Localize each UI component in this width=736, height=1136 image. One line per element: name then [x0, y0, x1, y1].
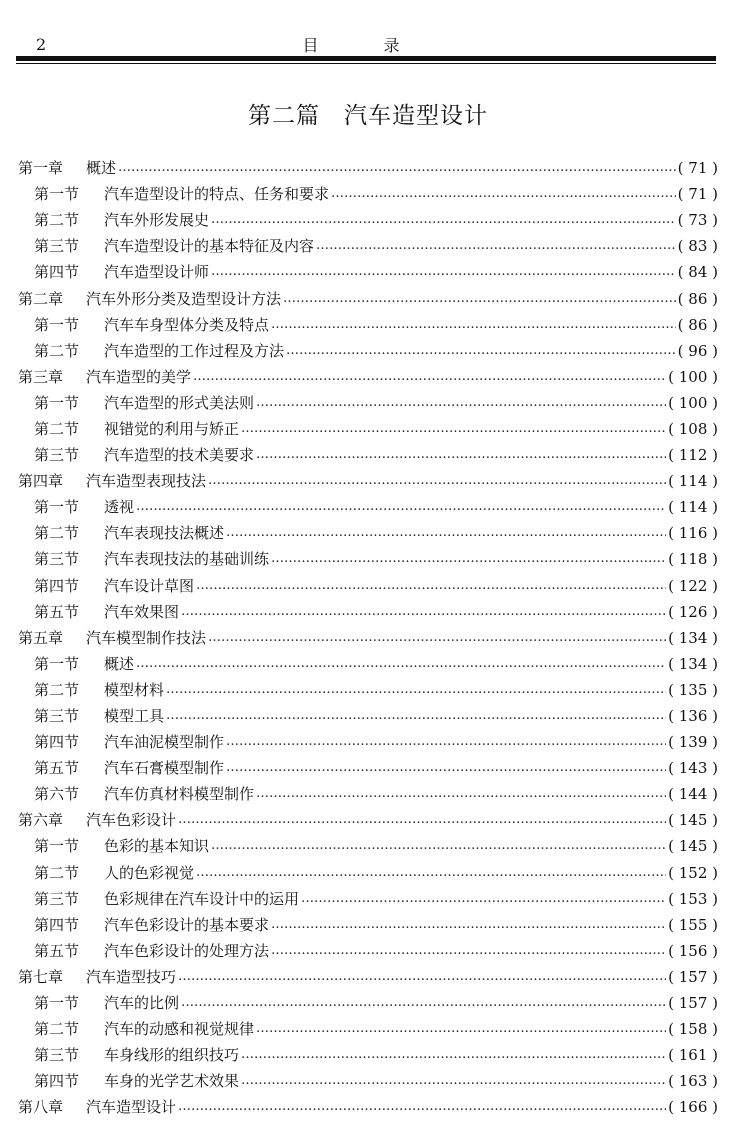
toc-entry-label: 第四节: [34, 263, 80, 282]
toc-entry-title: 汽车造型的形式美法则: [104, 393, 255, 412]
toc-entry-title: 汽车色彩设计的基本要求: [104, 915, 270, 934]
toc-entry-label: 第四节: [34, 1072, 80, 1091]
toc-entry-title: 汽车造型设计的基本特征及内容: [104, 237, 315, 256]
toc-entry-label: 第二节: [34, 341, 80, 360]
toc-section-entry: [18, 651, 718, 677]
toc-entry-page: ( 84 ): [677, 263, 718, 282]
toc-entry-label: 第二节: [34, 419, 80, 438]
toc-entry-page: ( 156 ): [668, 941, 718, 960]
dot-leader: [271, 549, 666, 569]
dot-leader: [256, 393, 666, 413]
toc-section-entry: [18, 1068, 718, 1094]
dot-leader: [211, 210, 676, 230]
toc-entry-page: ( 108 ): [668, 419, 718, 438]
toc-entry-page: ( 114 ): [668, 498, 718, 517]
toc-entry-label: 第三节: [34, 889, 80, 908]
toc-entry-title: 汽车造型的技术美要求: [104, 446, 255, 465]
toc-section-entry: [18, 677, 718, 703]
toc-entry-label: 第二节: [34, 211, 80, 230]
dot-leader: [211, 262, 676, 282]
toc-section-entry: [18, 520, 718, 546]
toc-section-entry: [18, 599, 718, 625]
dot-leader: [226, 732, 666, 752]
toc-entry-title: 汽车设计草图: [104, 576, 195, 595]
toc-entry-title: 汽车造型的美学: [86, 367, 192, 386]
toc-entry-label: 第一节: [34, 315, 80, 334]
dot-leader: [178, 967, 666, 987]
header-rule-thick: [16, 56, 716, 61]
toc-entry-page: ( 163 ): [668, 1072, 718, 1091]
toc-entry-page: ( 116 ): [668, 524, 718, 543]
toc-entry-page: ( 144 ): [668, 785, 718, 804]
toc-entry-title: 视错觉的利用与矫正: [104, 419, 240, 438]
toc-entry-page: ( 157 ): [668, 994, 718, 1013]
toc-entry-label: 第七章: [18, 967, 64, 986]
toc-entry-title: 汽车表现技法概述: [104, 524, 225, 543]
toc-entry-title: 汽车造型技巧: [86, 967, 177, 986]
toc-entry-label: 第三节: [34, 550, 80, 569]
toc-entry-label: 第一节: [34, 994, 80, 1013]
toc-entry-label: 第二节: [34, 1020, 80, 1039]
toc-entry-label: 第一节: [34, 185, 80, 204]
toc-chapter-entry: [18, 1094, 718, 1120]
dot-leader: [178, 810, 666, 830]
dot-leader: [211, 836, 666, 856]
toc-entry-title: 汽车的动感和视觉规律: [104, 1020, 255, 1039]
toc-entry-label: 第一节: [34, 393, 80, 412]
toc-entry-title: 汽车色彩设计: [86, 811, 177, 830]
toc-section-entry: [18, 494, 718, 520]
dot-leader: [196, 863, 666, 883]
toc-entry-label: 第八章: [18, 1098, 64, 1117]
page-number: 2: [36, 35, 47, 54]
toc-section-entry: [18, 833, 718, 859]
toc-entry-title: 人的色彩视觉: [104, 863, 195, 882]
toc-entry-page: ( 155 ): [668, 915, 718, 934]
toc-section-entry: [18, 703, 718, 729]
toc-entry-label: 第五章: [18, 628, 64, 647]
toc-chapter-entry: [18, 285, 718, 311]
dot-leader: [331, 184, 676, 204]
toc-entry-title: 汽车油泥模型制作: [104, 733, 225, 752]
toc-entry-title: 汽车表现技法的基础训练: [104, 550, 270, 569]
toc-entry-title: 模型工具: [104, 707, 165, 726]
toc-entry-page: ( 73 ): [677, 211, 718, 230]
toc-entry-label: 第五节: [34, 602, 80, 621]
toc-entry-page: ( 71 ): [677, 185, 718, 204]
toc-entry-page: ( 118 ): [668, 550, 718, 569]
toc-entry-label: 第四章: [18, 472, 64, 491]
dot-leader: [283, 289, 676, 309]
toc-section-entry: [18, 442, 718, 468]
toc-entry-label: 第一节: [34, 654, 80, 673]
toc-section-entry: [18, 1016, 718, 1042]
dot-leader: [193, 367, 666, 387]
toc-entry-title: 汽车色彩设计的处理方法: [104, 941, 270, 960]
toc-entry-title: 汽车造型表现技法: [86, 472, 207, 491]
toc-entry-title: 汽车石膏模型制作: [104, 759, 225, 778]
toc-section-entry: [18, 390, 718, 416]
dot-leader: [256, 1019, 666, 1039]
toc-entry-title: 汽车车身型体分类及特点: [104, 315, 270, 334]
running-title: 目 录: [302, 36, 430, 55]
toc-entry-label: 第三节: [34, 237, 80, 256]
toc-section-entry: [18, 781, 718, 807]
toc-entry-title: 汽车造型设计: [86, 1098, 177, 1117]
toc-entry-page: ( 100 ): [668, 393, 718, 412]
toc-section-entry: [18, 312, 718, 338]
dot-leader: [286, 341, 676, 361]
dot-leader: [166, 680, 666, 700]
toc-entry-label: 第三章: [18, 367, 64, 386]
toc-section-entry: [18, 729, 718, 755]
toc-entry-page: ( 153 ): [668, 889, 718, 908]
toc-chapter-entry: [18, 964, 718, 990]
toc-entry-title: 概述: [104, 654, 135, 673]
toc-entry-title: 汽车造型设计的特点、任务和要求: [104, 185, 330, 204]
toc-section-entry: [18, 416, 718, 442]
dot-leader: [208, 628, 666, 648]
toc-section-entry: [18, 886, 718, 912]
toc-entry-label: 第三节: [34, 707, 80, 726]
toc-entry-label: 第三节: [34, 1046, 80, 1065]
dot-leader: [271, 315, 676, 335]
toc-entry-label: 第五节: [34, 941, 80, 960]
toc-entry-page: ( 145 ): [668, 837, 718, 856]
header-rule-thin: [16, 63, 716, 64]
toc-entry-title: 色彩规律在汽车设计中的运用: [104, 889, 300, 908]
dot-leader: [256, 784, 666, 804]
dot-leader: [316, 236, 676, 256]
toc-entry-label: 第三节: [34, 446, 80, 465]
dot-leader: [208, 471, 666, 491]
toc-entry-page: ( 157 ): [668, 967, 718, 986]
toc-entry-page: ( 134 ): [668, 628, 718, 647]
dot-leader: [241, 419, 666, 439]
dot-leader: [136, 497, 666, 517]
toc-chapter-entry: [18, 468, 718, 494]
dot-leader: [226, 758, 666, 778]
toc-entry-title: 车身线形的组织技巧: [104, 1046, 240, 1065]
toc-entry-title: 汽车外形发展史: [104, 211, 210, 230]
toc-section-entry: [18, 233, 718, 259]
toc-entry-label: 第一节: [34, 837, 80, 856]
toc-section-entry: [18, 912, 718, 938]
toc-entry-page: ( 143 ): [668, 759, 718, 778]
part-title: 第二篇 汽车造型设计: [248, 103, 488, 129]
dot-leader: [181, 602, 666, 622]
toc-chapter-entry: [18, 625, 718, 651]
toc-entry-page: ( 96 ): [677, 341, 718, 360]
toc-section-entry: [18, 990, 718, 1016]
toc-section-entry: [18, 1042, 718, 1068]
toc-entry-page: ( 114 ): [668, 472, 718, 491]
page-header: [16, 28, 716, 56]
toc-entry-title: 色彩的基本知识: [104, 837, 210, 856]
toc-section-entry: [18, 259, 718, 285]
toc-entry-title: 汽车外形分类及造型设计方法: [86, 289, 282, 308]
toc-entry-title: 汽车造型设计师: [104, 263, 210, 282]
toc-section-entry: [18, 338, 718, 364]
toc-entry-page: ( 145 ): [668, 811, 718, 830]
toc-entry-page: ( 112 ): [668, 446, 718, 465]
toc-entry-page: ( 161 ): [668, 1046, 718, 1065]
toc-entry-page: ( 139 ): [668, 733, 718, 752]
toc-entry-page: ( 158 ): [668, 1020, 718, 1039]
toc-entry-page: ( 122 ): [668, 576, 718, 595]
toc-entry-label: 第四节: [34, 733, 80, 752]
toc-entry-page: ( 166 ): [668, 1098, 718, 1117]
toc-entry-label: 第二节: [34, 680, 80, 699]
toc-entry-label: 第二节: [34, 863, 80, 882]
toc-entry-page: ( 71 ): [677, 159, 718, 178]
toc-section-entry: [18, 207, 718, 233]
dot-leader: [196, 576, 666, 596]
dot-leader: [136, 654, 666, 674]
toc-entry-label: 第一节: [34, 498, 80, 517]
toc-entry-label: 第六节: [34, 785, 80, 804]
toc-entry-page: ( 86 ): [677, 289, 718, 308]
toc-entry-label: 第一章: [18, 159, 64, 178]
toc-entry-label: 第五节: [34, 759, 80, 778]
toc-entry-title: 汽车的比例: [104, 994, 180, 1013]
toc-entry-page: ( 134 ): [668, 654, 718, 673]
dot-leader: [118, 158, 676, 178]
toc-entry-page: ( 86 ): [677, 315, 718, 334]
dot-leader: [241, 1071, 666, 1091]
toc-entry-label: 第二章: [18, 289, 64, 308]
toc-entry-page: ( 136 ): [668, 707, 718, 726]
toc-section-entry: [18, 755, 718, 781]
toc-entry-label: 第六章: [18, 811, 64, 830]
toc-chapter-entry: [18, 807, 718, 833]
toc-chapter-entry: [18, 155, 718, 181]
toc-section-entry: [18, 546, 718, 572]
toc-entry-page: ( 126 ): [668, 602, 718, 621]
toc-entry-label: 第四节: [34, 915, 80, 934]
toc-entry-title: 汽车模型制作技法: [86, 628, 207, 647]
toc-entry-title: 汽车效果图: [104, 602, 180, 621]
toc-section-entry: [18, 860, 718, 886]
toc-entry-label: 第四节: [34, 576, 80, 595]
dot-leader: [271, 915, 666, 935]
toc-entry-page: ( 152 ): [668, 863, 718, 882]
dot-leader: [256, 445, 666, 465]
dot-leader: [301, 889, 666, 909]
toc-entry-title: 概述: [86, 159, 117, 178]
toc-entry-title: 模型材料: [104, 680, 165, 699]
table-of-contents: [18, 155, 718, 1120]
dot-leader: [226, 523, 666, 543]
dot-leader: [166, 706, 666, 726]
toc-entry-title: 车身的光学艺术效果: [104, 1072, 240, 1091]
dot-leader: [271, 941, 666, 961]
toc-entry-title: 汽车仿真材料模型制作: [104, 785, 255, 804]
toc-entry-page: ( 83 ): [677, 237, 718, 256]
toc-section-entry: [18, 181, 718, 207]
toc-section-entry: [18, 573, 718, 599]
toc-chapter-entry: [18, 364, 718, 390]
dot-leader: [178, 1097, 666, 1117]
toc-entry-label: 第二节: [34, 524, 80, 543]
toc-entry-title: 汽车造型的工作过程及方法: [104, 341, 285, 360]
toc-entry-page: ( 135 ): [668, 680, 718, 699]
toc-entry-title: 透视: [104, 498, 135, 517]
toc-section-entry: [18, 938, 718, 964]
dot-leader: [241, 1045, 666, 1065]
toc-entry-page: ( 100 ): [668, 367, 718, 386]
dot-leader: [181, 993, 666, 1013]
